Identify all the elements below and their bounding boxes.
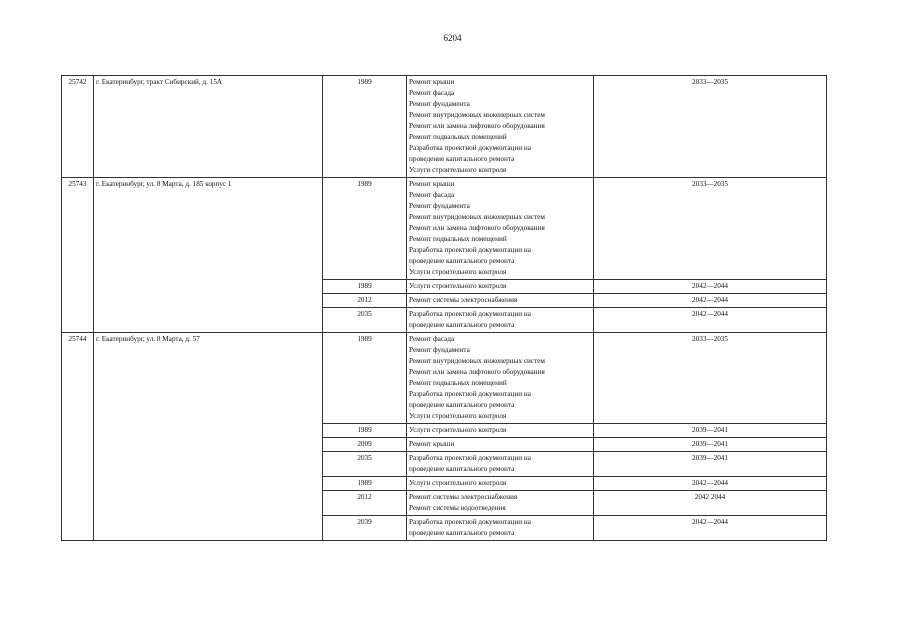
work-item: Услуги строительного контроля [409, 426, 507, 434]
work-item: Услуги строительного контроля [409, 268, 507, 276]
year-cell: 2009 [323, 438, 407, 452]
works-cell [407, 477, 594, 491]
year-cell: 1989 [323, 76, 407, 178]
works-cell [407, 424, 594, 438]
period-cell: 2042 2044 [594, 491, 827, 516]
work-item: Ремонт крыши [409, 78, 455, 86]
work-item: Ремонт или замена лифтового оборудования [409, 122, 545, 130]
work-item: Разработка проектной документации на [409, 390, 531, 398]
repair-schedule-table [61, 75, 827, 541]
period-cell: 2039—2041 [594, 424, 827, 438]
work-item: Ремонт внутридомовых инженерных систем [409, 357, 545, 365]
work-item: Ремонт фасада [409, 191, 455, 199]
works-cell [407, 333, 594, 424]
year-cell: 2039 [323, 516, 407, 541]
house-number-cell: 25743 [62, 178, 94, 333]
work-item: Разработка проектной документации на [409, 144, 531, 152]
work-item: проведение капитального ремонта [409, 529, 515, 537]
work-item: Услуги строительного контроля [409, 479, 507, 487]
year-cell: 2035 [323, 308, 407, 333]
period-cell: 2042—2044 [594, 516, 827, 541]
table-row [62, 178, 827, 280]
table-row [62, 333, 827, 424]
work-item: Ремонт подвальных помещений [409, 379, 507, 387]
period-cell: 2033—2035 [594, 333, 827, 424]
work-item: проведение капитального ремонта [409, 465, 515, 473]
period-cell: 2039—2041 [594, 452, 827, 477]
address-cell: г. Екатеринбург, ул. 8 Марта, д. 185 корпус 1 [94, 178, 323, 333]
works-cell [407, 294, 594, 308]
work-item: Услуги строительного контроля [409, 412, 507, 420]
period-cell: 2042—2044 [594, 477, 827, 491]
work-item: проведение капитального ремонта [409, 257, 515, 265]
works-cell [407, 76, 594, 178]
work-item: Разработка проектной документации на [409, 246, 531, 254]
work-item: Услуги строительного контроля [409, 282, 507, 290]
work-item: Ремонт или замена лифтового оборудования [409, 224, 545, 232]
house-number-cell: 25742 [62, 76, 94, 178]
work-item: Ремонт фундамента [409, 202, 470, 210]
period-cell: 2042—2044 [594, 294, 827, 308]
year-cell: 2012 [323, 491, 407, 516]
address-cell: г. Екатеринбург, ул. 8 Марта, д. 57 [94, 333, 323, 541]
work-item: Ремонт фундамента [409, 100, 470, 108]
works-cell [407, 491, 594, 516]
year-cell: 1989 [323, 280, 407, 294]
work-item: Ремонт подвальных помещений [409, 133, 507, 141]
period-cell: 2042—2044 [594, 280, 827, 294]
work-item: проведение капитального ремонта [409, 401, 515, 409]
work-item: Разработка проектной документации на [409, 310, 531, 318]
works-cell [407, 280, 594, 294]
period-cell: 2033—2035 [594, 178, 827, 280]
year-cell: 2035 [323, 452, 407, 477]
works-cell [407, 308, 594, 333]
work-item: Разработка проектной документации на [409, 518, 531, 526]
work-item: Ремонт фасада [409, 89, 455, 97]
work-item: Ремонт фундамента [409, 346, 470, 354]
work-item: Ремонт системы электроснабжения [409, 493, 518, 501]
table-body [62, 76, 827, 541]
work-item: Разработка проектной документации на [409, 454, 531, 462]
year-cell: 1989 [323, 333, 407, 424]
year-cell: 2012 [323, 294, 407, 308]
work-item: Ремонт крыши [409, 180, 455, 188]
work-item: Ремонт подвальных помещений [409, 235, 507, 243]
house-number-cell: 25744 [62, 333, 94, 541]
work-item: Ремонт крыши [409, 440, 455, 448]
page-number: 6204 [443, 33, 462, 43]
year-cell: 1989 [323, 477, 407, 491]
year-cell: 1989 [323, 178, 407, 280]
work-item: Ремонт или замена лифтового оборудования [409, 368, 545, 376]
works-cell [407, 452, 594, 477]
works-cell [407, 516, 594, 541]
year-cell: 1989 [323, 424, 407, 438]
work-item: Услуги строительного контроля [409, 166, 507, 174]
work-item: Ремонт фасада [409, 335, 455, 343]
work-item: проведение капитального ремонта [409, 155, 515, 163]
period-cell: 2033—2035 [594, 76, 827, 178]
table-row [62, 76, 827, 178]
address-cell: г. Екатеринбург, тракт Сибирский, д. 15А [94, 76, 323, 178]
work-item: Ремонт системы электроснабжения [409, 296, 518, 304]
work-item: Ремонт внутридомовых инженерных систем [409, 213, 545, 221]
works-cell [407, 178, 594, 280]
work-item: Ремонт внутридомовых инженерных систем [409, 111, 545, 119]
work-item: Ремонт системы водоотведения [409, 504, 506, 512]
period-cell: 2039—2041 [594, 438, 827, 452]
work-item: проведение капитального ремонта [409, 321, 515, 329]
works-cell [407, 438, 594, 452]
period-cell: 2042—2044 [594, 308, 827, 333]
